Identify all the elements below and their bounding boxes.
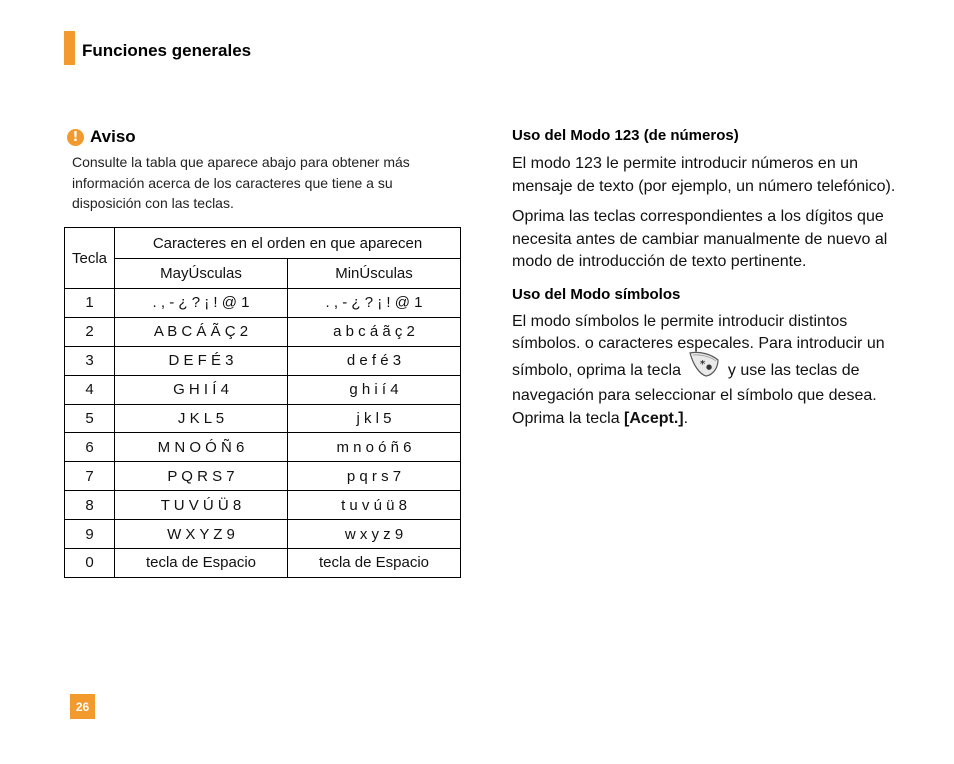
key-column-header: Tecla [65, 228, 115, 289]
simbolos-text-end: . [683, 409, 689, 427]
table-row [65, 462, 461, 491]
right-column [512, 127, 912, 438]
uppercase-cell: P Q R S 7 [115, 462, 288, 491]
svg-text:*: * [700, 358, 706, 370]
page-title: Funciones generales [82, 41, 252, 60]
table-row [65, 520, 461, 549]
lowercase-cell: p q r s 7 [288, 462, 461, 491]
uppercase-cell: . , - ¿ ? ¡ ! @ 1 [115, 289, 288, 318]
aviso-line: información acerca de los caracteres que tiene a su [72, 174, 393, 191]
uppercase-cell: W X Y Z 9 [115, 520, 288, 549]
aviso-heading [67, 127, 136, 147]
character-rows [65, 289, 461, 578]
exclamation-icon: ! [67, 129, 84, 146]
uppercase-cell: D E F É 3 [115, 346, 288, 375]
uppercase-cell: M N O Ó Ñ 6 [115, 433, 288, 462]
lowercase-cell: j k l 5 [288, 404, 461, 433]
aviso-title: Aviso [90, 127, 136, 146]
table-row [65, 433, 461, 462]
key-cell: 0 [65, 549, 115, 578]
uppercase-cell: J K L 5 [115, 404, 288, 433]
simbolos-heading: Uso del Modo símbolos [512, 285, 681, 303]
key-cell: 5 [65, 404, 115, 433]
key-cell: 8 [65, 491, 115, 520]
table-row [65, 346, 461, 375]
key-cell: 9 [65, 520, 115, 549]
table-row [65, 404, 461, 433]
lowercase-cell: tecla de Espacio [288, 549, 461, 578]
aviso-line: Consulte la tabla que aparece abajo para obtener más [72, 154, 410, 170]
key-cell: 3 [65, 346, 115, 375]
key-cell: 7 [65, 462, 115, 491]
simbolos-text-start: El modo símbolos le permite introducir distintos símbolos. o caracteres especales. Para introducir un símbolo, oprima la tecla [512, 312, 885, 379]
uppercase-cell: A B C Á Ã Ç 2 [115, 317, 288, 346]
modo123-paragraph-2: Oprima las teclas correspondientes a los dígitos que necesita antes de cambiar manualmente de nuevo al modo de introducción de texto pertinente. [512, 208, 888, 270]
key-cell: 6 [65, 433, 115, 462]
key-cell: 1 [65, 289, 115, 318]
page-number: 26 [70, 694, 95, 719]
simbolos-paragraph [512, 311, 912, 431]
key-cell: 2 [65, 317, 115, 346]
lowercase-cell: m n o ó ñ 6 [288, 433, 461, 462]
table-row [65, 375, 461, 404]
table-row [65, 289, 461, 318]
character-table [64, 227, 461, 578]
key-cell: 4 [65, 375, 115, 404]
table-row [65, 549, 461, 578]
aviso-text [72, 152, 452, 214]
uppercase-cell: G H I Í 4 [115, 375, 288, 404]
header-accent-bar [64, 31, 75, 65]
uppercase-cell: tecla de Espacio [115, 549, 288, 578]
lowercase-cell: g h i í 4 [288, 375, 461, 404]
lowercase-cell: . , - ¿ ? ¡ ! @ 1 [288, 289, 461, 318]
uppercase-header: MayÚsculas [115, 259, 288, 289]
lowercase-header: MinÚsculas [288, 259, 461, 289]
star-key-icon [687, 350, 721, 386]
aviso-line: disposición con las teclas. [72, 195, 234, 211]
modo123-paragraph-1: El modo 123 le permite introducir números en un mensaje de texto (por ejemplo, un número telefónico). [512, 155, 896, 195]
table-row [65, 317, 461, 346]
characters-header: Caracteres en el orden en que aparecen [115, 228, 461, 259]
uppercase-cell: T U V Ú Ü 8 [115, 491, 288, 520]
lowercase-cell: a b c á ã ç 2 [288, 317, 461, 346]
lowercase-cell: d e f é 3 [288, 346, 461, 375]
svg-text:●: ● [706, 362, 713, 371]
lowercase-cell: t u v ú ü 8 [288, 491, 461, 520]
modo123-heading: Uso del Modo 123 (de números) [512, 127, 739, 144]
simbolos-text-middle: y use las teclas de navegación para seleccionar el símbolo que desea. Oprima la tecla [512, 361, 877, 427]
accept-key-label: [Acept.] [624, 409, 684, 427]
lowercase-cell: w x y z 9 [288, 520, 461, 549]
table-row [65, 491, 461, 520]
